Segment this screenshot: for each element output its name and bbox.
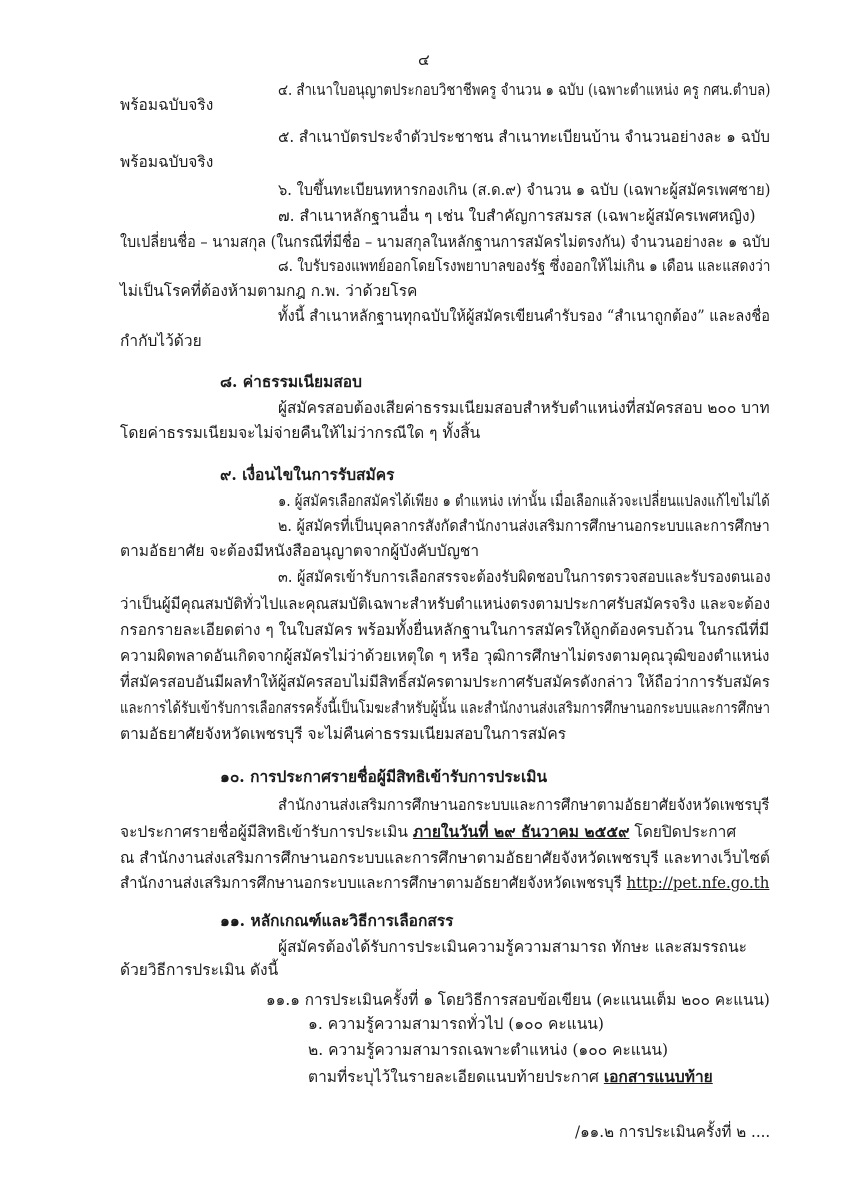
attachment-note: ตามที่ระบุไว้ในรายละเอียดแนบท้ายประกาศ — [308, 1068, 599, 1086]
condition-1: ๑. ผู้สมัครเลือกสมัครได้เพียง ๑ ตำแหน่ง เท่านั้น เมื่อเลือกแล้วจะเปลี่ยนแปลงแก้ไขไม่ได้ — [278, 492, 770, 510]
condition-2-cont: ตามอัธยาศัย จะต้องมีหนังสืออนุญาตจากผู้บังคับบัญชา — [120, 542, 480, 560]
assessment-1-note — [308, 1067, 713, 1087]
doc-item-7-cont: ใบเปลี่ยนชื่อ – นามสกุล (ในกรณีที่มีชื่อ – นามสกุลในหลักฐานการสมัครไม่ตรงกัน) จำนวนอย่างละ ๑ ฉบับ — [120, 233, 770, 251]
page-number: ๔ — [418, 51, 430, 69]
condition-3-line4: ความผิดพลาดอันเกิดจากผู้สมัครไม่ว่าด้วยเหตุใด ๆ หรือ วุฒิการศึกษาไม่ตรงตามคุณวุฒิของตำแหน่ง — [120, 647, 770, 665]
section-10-heading: ๑๐. การประกาศรายชื่อผู้มีสิทธิเข้ารับการประเมิน — [220, 767, 548, 786]
section-8-para: ผู้สมัครสอบต้องเสียค่าธรรมเนียมสอบสำหรับตำแหน่งที่สมัครสอบ ๒๐๐ บาท — [278, 399, 770, 417]
condition-2: ๒. ผู้สมัครที่เป็นบุคลากรสังกัดสำนักงานส่งเสริมการศึกษานอกระบบและการศึกษา — [278, 517, 770, 535]
condition-3-line5: ที่สมัครสอบอันมีผลทำให้ผู้สมัครสอบไม่มีสิทธิ์สมัครตามประกาศรับสมัครดังกล่าว ให้ถือว่าการรับสมัคร — [120, 673, 770, 691]
doc-item-7: ๗. สำเนาหลักฐานอื่น ๆ เช่น ใบสำคัญการสมรส (เฉพาะผู้สมัครเพศหญิง) — [278, 207, 756, 225]
condition-3-line6: และการได้รับเข้ารับการเลือกสรรครั้งนี้เป็นโมฆะสำหรับผู้นั้น และสำนักงานส่งเสริมการศึกษานอกระบบและการศึกษา — [120, 699, 771, 717]
doc-item-5: ๕. สำเนาบัตรประจำตัวประชาชน สำเนาทะเบียนบ้าน จำนวนอย่างละ ๑ ฉบับ — [278, 128, 770, 146]
continuation-note: /๑๑.๒ การประเมินครั้งที่ ๒ .... — [575, 1123, 771, 1141]
attachment-link: เอกสารแนบท้าย — [603, 1067, 713, 1086]
assessment-1-part-2: ๒. ความรู้ความสามารถเฉพาะตำแหน่ง (๑๐๐ คะแนน) — [308, 1041, 669, 1059]
doc-item-8-cont: ไม่เป็นโรคที่ต้องห้ามตามกฎ ก.พ. ว่าด้วยโรค — [120, 282, 418, 300]
section-10-para: สำนักงานส่งเสริมการศึกษานอกระบบและการศึกษาตามอัธยาศัยจังหวัดเพชรบุรี — [278, 796, 770, 814]
condition-3-line7: ตามอัธยาศัยจังหวัดเพชรบุรี จะไม่คืนค่าธรรมเนียมสอบในการสมัคร — [120, 725, 567, 743]
announce-text-end: โดยปิดประกาศ — [634, 823, 737, 841]
section-11-para-cont: ด้วยวิธีการประเมิน ดังนี้ — [120, 961, 279, 979]
doc-item-6: ๖. ใบขึ้นทะเบียนทหารกองเกิน (ส.ด.๙) จำนวน ๑ ฉบับ (เฉพาะผู้สมัครเพศชาย) — [278, 181, 771, 199]
assessment-1-part-1: ๑. ความรู้ความสามารถทั่วไป (๑๐๐ คะแนน) — [308, 1015, 604, 1033]
website-link[interactable]: http://pet.nfe.go.th — [626, 874, 770, 892]
doc-item-4-cont: พร้อมฉบับจริง — [120, 96, 214, 114]
section-11-heading: ๑๑. หลักเกณฑ์และวิธีการเลือกสรร — [220, 911, 454, 930]
docs-note: ทั้งนี้ สำเนาหลักฐานทุกฉบับให้ผู้สมัครเขียนคำรับรอง “สำเนาถูกต้อง” และลงชื่อ — [278, 307, 770, 325]
section-8-para-cont: โดยค่าธรรมเนียมจะไม่จ่ายคืนให้ไม่ว่ากรณีใด ๆ ทั้งสิ้น — [120, 424, 481, 442]
office-name: สำนักงานส่งเสริมการศึกษานอกระบบและการศึกษาตามอัธยาศัยจังหวัดเพชรบุรี — [120, 874, 622, 892]
docs-note-cont: กำกับไว้ด้วย — [120, 332, 202, 350]
doc-item-5-cont: พร้อมฉบับจริง — [120, 153, 214, 171]
section-10-line3: ณ สำนักงานส่งเสริมการศึกษานอกระบบและการศึกษาตามอัธยาศัยจังหวัดเพชรบุรี และทางเว็บไซต์ — [120, 849, 770, 867]
section-10-line4 — [120, 873, 769, 893]
condition-3-line3: กรอกรายละเอียดต่าง ๆ ในใบสมัคร พร้อมทั้งยื่นหลักฐานในการสมัครให้ถูกต้องครบถ้วน ในกรณีที่มี — [120, 621, 770, 639]
section-8-heading: ๘. ค่าธรรมเนียมสอบ — [220, 372, 362, 391]
announce-text: จะประกาศรายชื่อผู้มีสิทธิเข้ารับการประเมิน — [120, 823, 408, 841]
section-9-heading: ๙. เงื่อนไขในการรับสมัคร — [220, 465, 395, 484]
section-10-line2 — [120, 822, 736, 842]
section-11-para: ผู้สมัครต้องได้รับการประเมินความรู้ความสามารถ ทักษะ และสมรรถนะ — [278, 938, 747, 956]
announce-date: ภายในวันที่ ๒๙ ธันวาคม ๒๕๕๙ — [412, 822, 630, 841]
condition-3: ๓. ผู้สมัครเข้ารับการเลือกสรรจะต้องรับผิดชอบในการตรวจสอบและรับรองตนเอง — [278, 568, 771, 586]
doc-item-8: ๘. ใบรับรองแพทย์ออกโดยโรงพยาบาลของรัฐ ซึ่งออกให้ไม่เกิน ๑ เดือน และแสดงว่า — [278, 257, 771, 275]
doc-item-4: ๔. สำเนาใบอนุญาตประกอบวิชาชีพครู จำนวน ๑ ฉบับ (เฉพาะตำแหน่ง ครู กศน.ตำบล) — [278, 81, 771, 99]
assessment-1: ๑๑.๑ การประเมินครั้งที่ ๑ โดยวิธีการสอบข้อเขียน (คะแนนเต็ม ๒๐๐ คะแนน) — [266, 991, 770, 1009]
condition-3-line2: ว่าเป็นผู้มีคุณสมบัติทั่วไปและคุณสมบัติเฉพาะสำหรับตำแหน่งตรงตามประกาศรับสมัครจริง และจะต้อง — [120, 595, 771, 613]
